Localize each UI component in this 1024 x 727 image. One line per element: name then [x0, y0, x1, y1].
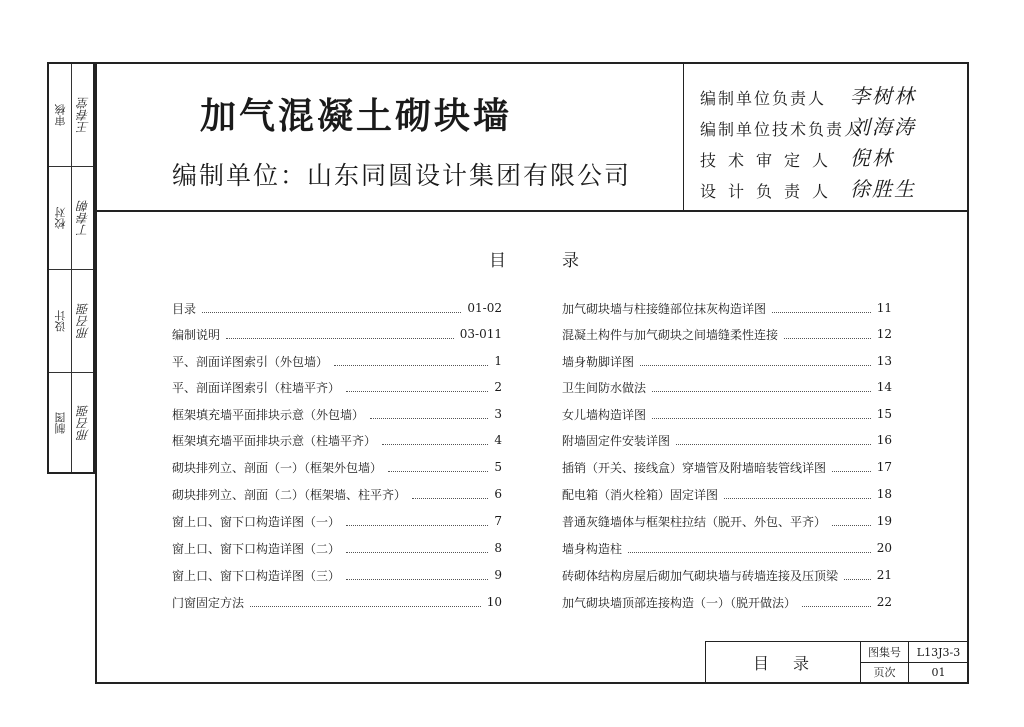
toc-entry-title: 砌块排列立、剖面（二）（框架墙、柱平齐） [172, 487, 407, 502]
responsible-row [700, 146, 894, 171]
toc-entry[interactable] [562, 298, 892, 318]
org-separator: ： [280, 161, 308, 190]
responsible-signature: 徐胜生 [850, 177, 916, 201]
header-divider [683, 62, 684, 212]
toc-entry-title: 平、剖面详图索引（外包墙） [172, 354, 329, 369]
toc-entry-page: 1 [494, 354, 502, 368]
toc-entry-title: 框架填充墙平面排块示意（外包墙） [172, 407, 365, 422]
toc-entry-title: 加气砌块墙与柱接缝部位抹灰构造详图 [562, 301, 767, 316]
org-name: 山东同圆设计集团有限公司 [307, 161, 632, 190]
side-label-draw: 制图 [54, 412, 67, 435]
page-number-value: 01 [931, 665, 946, 679]
toc-entry[interactable] [562, 324, 892, 344]
toc-entry[interactable] [172, 430, 502, 450]
side-cell-design [49, 270, 93, 373]
toc-entry-page: 6 [494, 487, 502, 501]
org-label: 编制单位 [172, 161, 281, 190]
side-signature-column [47, 62, 95, 474]
toc-entry[interactable] [172, 457, 502, 477]
toc-entry-title: 附墙固定件安装详图 [562, 433, 671, 448]
toc-entry-page: 5 [494, 460, 502, 474]
toc-entry[interactable] [562, 404, 892, 424]
toc-entry[interactable] [172, 298, 502, 318]
sheet-name: 目 录 [706, 642, 861, 682]
toc-entry[interactable] [172, 377, 502, 397]
side-label-design: 设计 [54, 310, 67, 332]
responsible-row [700, 84, 916, 109]
toc-entry-title: 墙身构造柱 [562, 541, 623, 556]
responsible-signature: 倪林 [850, 146, 894, 170]
toc-entry-title: 目录 [172, 301, 197, 316]
toc-entry-page: 22 [876, 595, 892, 609]
toc-entry[interactable] [562, 565, 892, 585]
toc-entry-page: 9 [494, 568, 502, 582]
side-cell-draw [49, 373, 93, 474]
page-number-label: 页次 [861, 662, 909, 682]
toc-entry[interactable] [172, 484, 502, 504]
atlas-number-value: L13J3-3 [916, 645, 961, 659]
atlas-number-label: 图集号 [861, 642, 909, 662]
responsible-signature: 李树林 [850, 84, 916, 108]
responsible-row [700, 115, 916, 140]
toc-entry-title: 女儿墙构造详图 [562, 407, 647, 422]
toc-entry-page: 10 [486, 595, 502, 609]
toc-entry-page: 14 [876, 380, 892, 394]
toc-entry[interactable] [172, 351, 502, 371]
toc-entry[interactable] [562, 511, 892, 531]
toc-entry-page: 11 [876, 301, 892, 315]
toc-entry-page: 18 [876, 487, 892, 501]
toc-entry-page: 21 [876, 568, 892, 582]
toc-entry-title: 配电箱（消火栓箱）固定详图 [562, 487, 719, 502]
toc-entry-page: 13 [876, 354, 892, 368]
toc-entry-title: 墙身勒脚详图 [562, 354, 635, 369]
toc-heading-left: 目 [489, 251, 506, 271]
toc-entry-title: 加气砌块墙顶部连接构造（一）（脱开做法） [562, 595, 797, 610]
toc-entry-title: 砌块排列立、剖面（一）（框架外包墙） [172, 460, 383, 475]
side-label-review: 审核 [54, 104, 67, 126]
toc-entry-title: 窗上口、窗下口构造详图（一） [172, 514, 341, 529]
toc-entry-title: 编制说明 [172, 327, 221, 342]
toc-entry-title: 插销（开关、接线盒）穿墙管及附墙暗装管线详图 [562, 460, 827, 475]
side-signature-draw: 邢召强 [76, 405, 91, 442]
toc-entry[interactable] [562, 377, 892, 397]
toc-entry-title: 窗上口、窗下口构造详图（二） [172, 541, 341, 556]
responsible-role: 设计负责人 [700, 182, 841, 201]
toc-entry-page: 03-011 [459, 327, 502, 341]
responsible-role: 技术审定人 [700, 151, 841, 170]
organization-line [172, 156, 631, 192]
toc-entry[interactable] [172, 538, 502, 558]
toc-entry-title: 框架填充墙平面排块示意（柱墙平齐） [172, 433, 377, 448]
toc-entry[interactable] [562, 457, 892, 477]
toc-entry[interactable] [562, 351, 892, 371]
toc-heading-right: 录 [562, 251, 579, 271]
side-signature-review: 王春堂 [76, 97, 91, 133]
side-cell-review [49, 64, 93, 167]
title-block [705, 641, 967, 682]
toc-entry-title: 普通灰缝墙体与框架柱拉结（脱开、外包、平齐） [562, 514, 827, 529]
toc-entry[interactable] [172, 404, 502, 424]
toc-entry[interactable] [172, 324, 502, 344]
toc-entry-page: 16 [876, 433, 892, 447]
responsible-role: 编制单位技术负责人 [700, 120, 863, 139]
toc-entry-title: 砖砌体结构房屋后砌加气砌块墙与砖墙连接及压顶梁 [562, 568, 839, 583]
responsible-role: 编制单位负责人 [700, 89, 827, 108]
toc-entry[interactable] [562, 484, 892, 504]
toc-entry[interactable] [172, 511, 502, 531]
toc-entry-title: 窗上口、窗下口构造详图（三） [172, 568, 341, 583]
toc-entry[interactable] [172, 592, 502, 612]
toc-entry[interactable] [172, 565, 502, 585]
toc-entry-page: 4 [494, 433, 502, 447]
toc-entry-page: 7 [494, 514, 502, 528]
side-signature-check: 丁春朝 [76, 200, 91, 236]
toc-entry-title: 卫生间防水做法 [562, 380, 647, 395]
toc-entry-page: 12 [876, 327, 892, 341]
toc-entry-page: 15 [876, 407, 892, 421]
responsible-signature: 刘海涛 [850, 115, 916, 139]
toc-entry-title: 混凝土构件与加气砌块之间墙缝柔性连接 [562, 327, 779, 342]
toc-entry[interactable] [562, 430, 892, 450]
toc-entry-page: 3 [494, 407, 502, 421]
toc-entry-page: 8 [494, 541, 502, 555]
toc-entry[interactable] [562, 592, 892, 612]
document-title: 加气混凝土砌块墙 [200, 95, 513, 137]
toc-entry-title: 门窗固定方法 [172, 595, 245, 610]
toc-entry-page: 2 [494, 380, 502, 394]
side-cell-check [49, 167, 93, 270]
responsible-row [700, 177, 916, 202]
toc-entry[interactable] [562, 538, 892, 558]
side-label-check: 校对 [54, 207, 67, 229]
toc-heading [489, 246, 579, 271]
toc-entry-page: 17 [876, 460, 892, 474]
toc-entry-page: 19 [876, 514, 892, 528]
toc-entry-page: 20 [876, 541, 892, 555]
side-signature-design: 邢召强 [76, 303, 91, 339]
toc-entry-title: 平、剖面详图索引（柱墙平齐） [172, 380, 341, 395]
toc-entry-page: 01-02 [467, 301, 502, 315]
